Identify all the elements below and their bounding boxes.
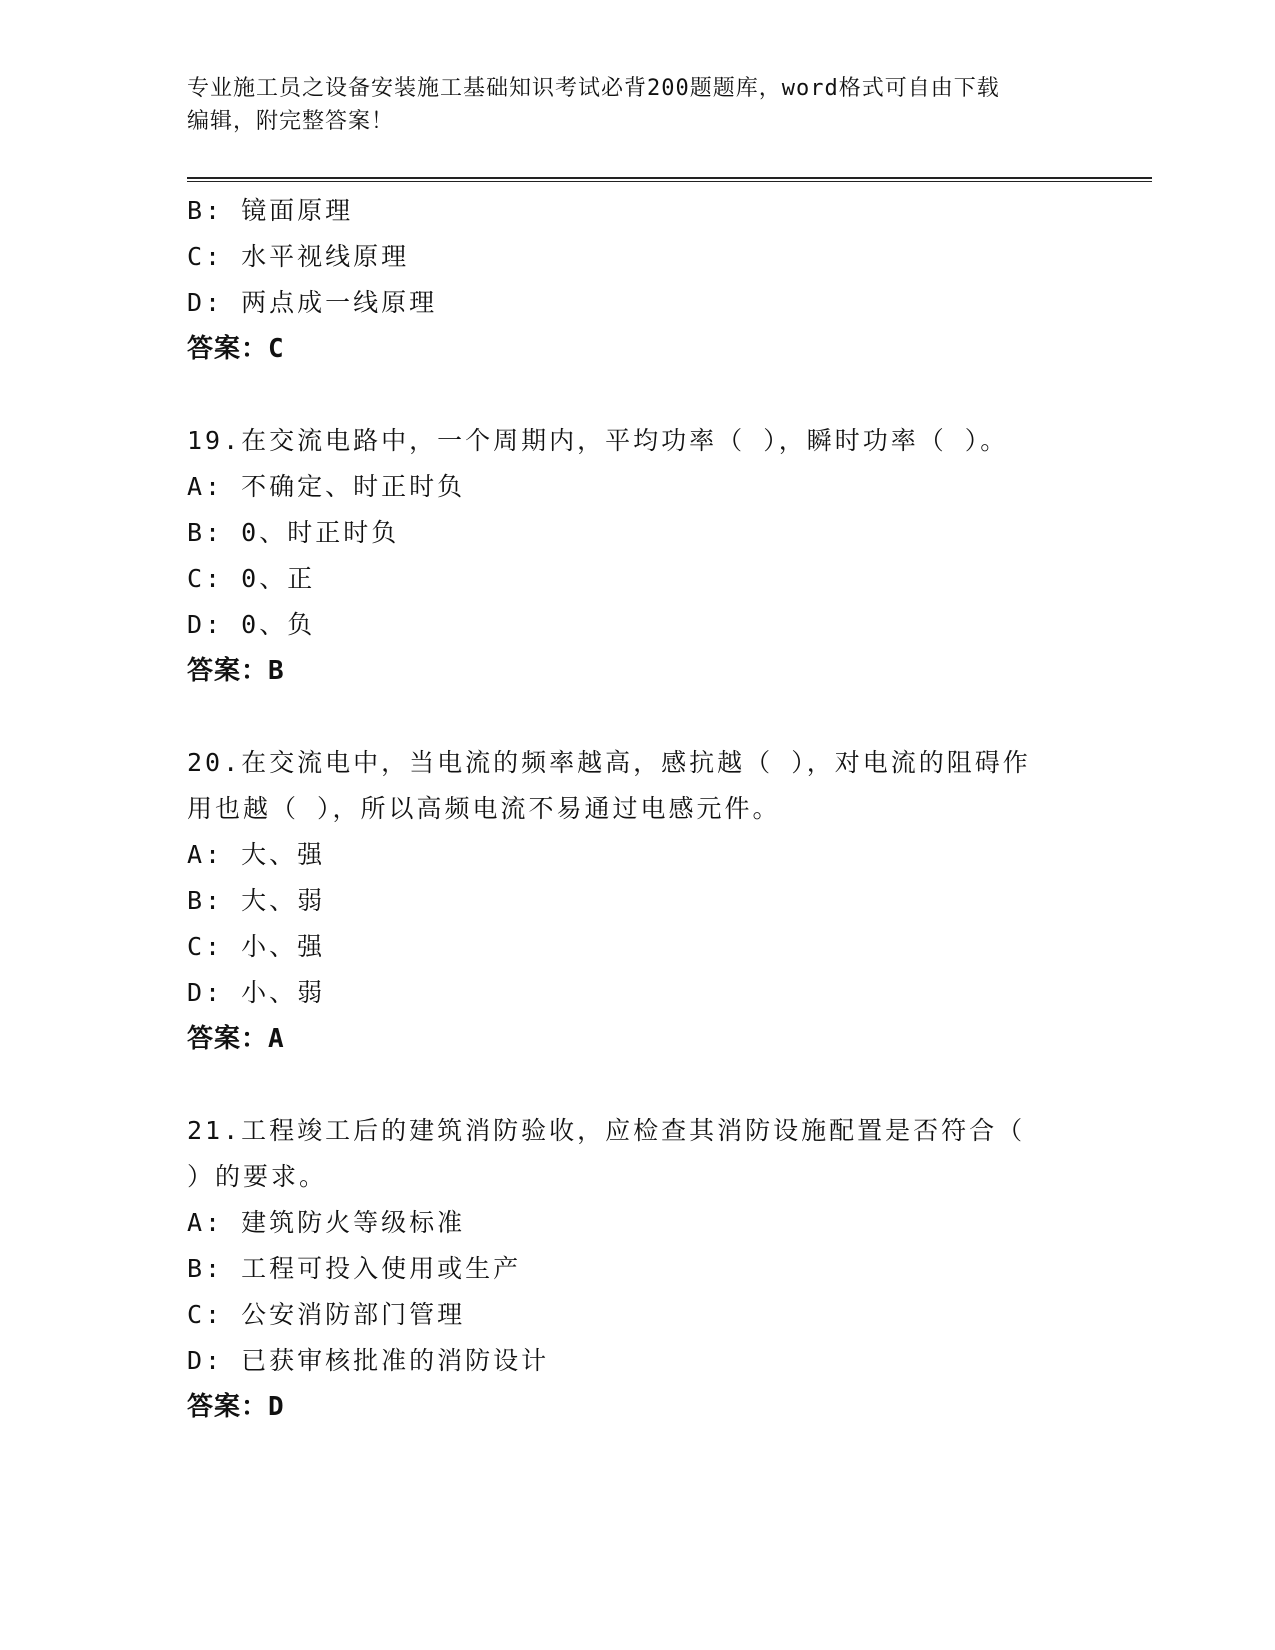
option-b: B: 镜面原理 [187,196,354,225]
option-d: D: 两点成一线原理 [187,288,438,317]
answer: 答案：B [187,656,285,686]
option-b: B: 工程可投入使用或生产 [187,1254,522,1283]
previous-question [187,188,1067,372]
option-c: C: 公安消防部门管理 [187,1300,466,1329]
option-d: D: 已获审核批准的消防设计 [187,1346,550,1375]
option-d: D: 0、负 [187,610,316,639]
question-21 [187,1108,1067,1430]
question-stem: 19.在交流电路中，一个周期内，平均功率（ ），瞬时功率（ ）。 [187,426,1009,455]
option-a: A: 不确定、时正时负 [187,472,466,501]
question-stem: 21.工程竣工后的建筑消防验收，应检查其消防设施配置是否符合（ [187,1116,1026,1145]
answer: 答案：D [187,1392,285,1422]
option-c: C: 小、强 [187,932,326,961]
header-title-line-2: 编辑，附完整答案！ [187,109,395,134]
question-stem: 20.在交流电中，当电流的频率越高，感抗越（ ），对电流的阻碍作 [187,748,1031,777]
option-d: D: 小、弱 [187,978,326,1007]
question-19 [187,418,1067,694]
option-c: C: 水平视线原理 [187,242,410,271]
header-divider [187,177,1152,182]
question-20 [187,740,1067,1062]
spacer [187,372,1067,418]
spacer [187,694,1067,740]
option-b: B: 大、弱 [187,886,326,915]
option-c: C: 0、正 [187,564,316,593]
question-stem-continued: ）的要求。 [187,1162,328,1191]
option-a: A: 建筑防火等级标准 [187,1208,466,1237]
option-b: B: 0、时正时负 [187,518,400,547]
page-header [187,72,1067,138]
question-stem-continued: 用也越（ ），所以高频电流不易通过电感元件。 [187,794,781,823]
answer: 答案：C [187,334,285,364]
question-list [187,188,1067,1430]
answer: 答案：A [187,1024,285,1054]
header-title-line-1: 专业施工员之设备安装施工基础知识考试必背200题题库，word格式可自由下载 [187,76,1000,101]
spacer [187,1062,1067,1108]
option-a: A: 大、强 [187,840,326,869]
